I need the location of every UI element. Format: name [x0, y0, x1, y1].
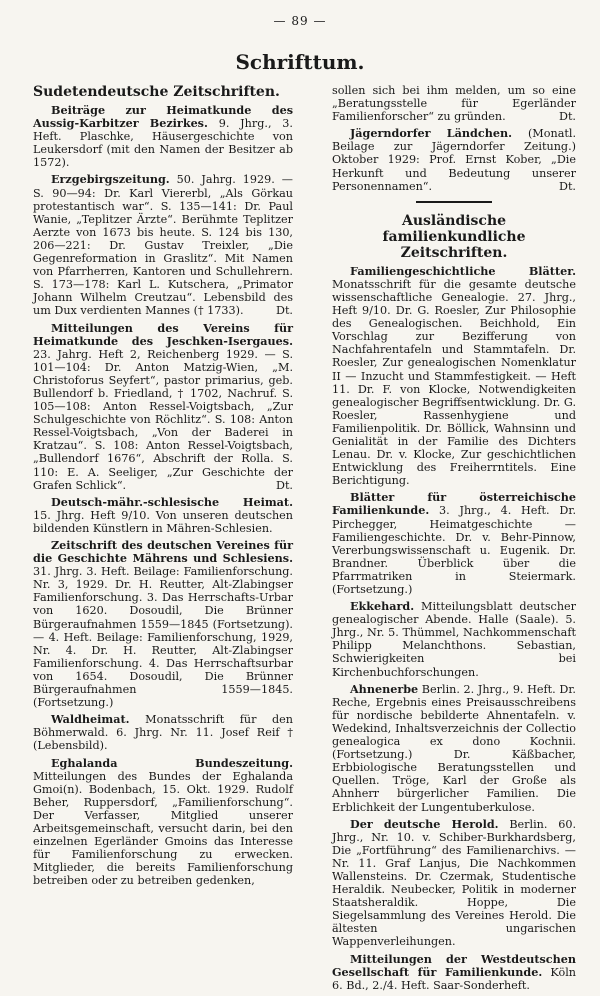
entry-deutsch-maehr — [33, 496, 293, 535]
entry-signature: Dt. — [275, 478, 293, 492]
section-heading-auslaendische: Ausländische familienkundliche Zeitschriften. — [382, 212, 526, 261]
entry-title: Waldheimat. — [51, 712, 130, 727]
entry-title: Deutsch-mähr.-schlesische Heimat. — [51, 494, 293, 509]
entry-erzgebirgszeitung — [33, 173, 293, 317]
entry-text: Monatsschrift für die gesamte deutsche wissenschaftliche Genealogie. 27. Jhrg., Heft 9/10. Dr. G. Roesler, Zur Philosophie des Genealogischen. Beichhold, Ein Vorschlag zur Bezifferung von Nachfahrentafeln und Stammtafeln. Dr. Roesler, Zur genealogischen Nomenklatur II — Inzucht und Stammfestigkeit. — Heft 11. Dr. F. von Klocke, Notwendigkeiten genealogischer Begriffsentwicklung. Dr. G. Roesler, Rassenhygiene und Familienpolitik. Dr. Böllick, Wahnsinn und Genialität in der Familie des Dichters Lenau. Dr. v. Klocke, Zur geschichtlichen Entwicklung des Freiherrntitels. Eine Berichtigung. — [332, 277, 576, 488]
entry-text: 9. Jhrg., 3. Heft. Plaschke, Häusergeschichte von Leukersdorf (mit den Namen der Besitzer ab 1572). — [33, 117, 293, 170]
right-column — [332, 84, 576, 996]
entry-text: 31. Jhrg. 3. Heft. Beilage: Familienforschung. Nr. 3, 1929. Dr. H. Reutter, Alt-Zlabingser Familienforschung. 3. Das Herrschafts-Urbar von 1620. Dosoudil, Die Brünner Bürgeraufnahmen 1559—1845 (Fortsetzung). — 4. Heft. Beilage: Familienforschung, 1929, Nr. 4. Dr. H. Reutter, Alt-Zlabingser Familienforschung. 4. Das Herrschaftsurbar von 1654. Dosoudil, Die Brünner Bürgeraufnahmen 1559—1845. (Fortsetzung.) — [33, 565, 293, 710]
left-column — [33, 84, 293, 891]
entry-text: Mitteilungen des Bundes der Eghalanda Gmoi(n). Bodenbach, 15. Okt. 1929. Rudolf Beher, Ruppersdorf, „Familienforschung“. Der Verfasser, Mitglied unserer Arbeitsgemeinschaft, versucht darin, bei den einzelnen Egerländer Gmoins das Interesse für Familienforschung zu erwecken. Mitglieder, die bereits Familienforschung betreiben oder zu betreiben gedenken, — [33, 769, 293, 888]
entry-text: Mitteilungsblatt deutscher genealogischer Abende. Halle (Saale). 5. Jhrg., Nr. 5. Thümmel, Nachkommenschaft Philipp Melanchthons. Sebastian, Schwierigkeiten bei Kirchenbuchforschungen. — [332, 600, 576, 679]
entry-signature: Dt. — [558, 179, 576, 193]
entry-jaegerndorfer — [332, 127, 576, 192]
section-heading-sudeten: Sudetendeutsche Zeitschriften. — [33, 84, 280, 100]
entry-title: Ekkehard. — [350, 599, 415, 614]
entry-title: Zeitschrift des deutschen Vereines für die Geschichte Mährens und Schlesiens. — [33, 538, 293, 566]
entry-text: Berlin. 2. Jhrg., 9. Heft. Dr. Reche, Ergebnis eines Preisausschreibens für nordische bebilderte Ahnentafeln. v. Wedekind, Inhaltsverzeichnis der Collectio genealogica ex dono Kochnii. (Fortsetzung.) Dr. Käßbacher, Erbbiologische Beratungsstellen und Quellen. Tröge, Karl der Große als Ahnherr bürgerlicher Familien. Die Erblichkeit der Lungentuberkulose. — [332, 682, 576, 814]
entry-title: Blätter für österreichische Familienkunde. — [332, 490, 576, 518]
entry-westdeutsche-gesellschaft — [332, 953, 576, 992]
entry-title: Eghalanda Bundeszeitung. — [51, 755, 293, 770]
section-divider — [416, 201, 492, 203]
entry-text: 50. Jahrg. 1929. — S. 90—94: Dr. Karl Viererbl, „Als Görkau protestantisch war“. S. 135—141: Dr. Paul Wanie, „Teplitzer Ärzte“. Berühmte Teplitzer Aerzte von 1673 bis heute. S. 124 bis 130, 206—221: Dr. Gustav Treixler, „Die Gegenreformation in Graslitz“. Mit Namen von Pfarrherren, Kantoren und Schullehrern. S. 173—178: Karl L. Kutschera, „Primator Johann Wilhelm Creutzau“. Lebensbild des um Dux verdienten Mannes († 1733). — [33, 173, 293, 318]
entry-text: (Monatl. Beilage zur Jägerndorfer Zeitung.) Oktober 1929: Prof. Ernst Kober, „Die Herkunft und Bedeutung unserer Personennamen“. — [332, 127, 576, 193]
entry-text: 3. Jhrg., 4. Heft. Dr. Pirchegger, Heimatgeschichte — Familiengeschichte. Dr. v. Behr-Pinnow, Vererbungswissenschaft u. Eugenik. Dr. Brandner. Überblick über die Pfarrmatriken in Steiermark. (Fortsetzung.) — [332, 504, 576, 596]
entry-waldheimat — [33, 713, 293, 752]
entry-title: Mitteilungen der Westdeutschen Gesellschaft für Familienkunde. — [332, 951, 576, 979]
entry-title: Der deutsche Herold. — [350, 816, 499, 831]
entry-title: Familiengeschichtliche Blätter. — [350, 263, 576, 278]
entry-familiengeschichtliche-blaetter — [332, 265, 576, 488]
entry-eghalanda — [33, 757, 293, 888]
entry-zeitschrift-maehren — [33, 539, 293, 709]
entry-text: 15. Jhrg. Heft 9/10. Von unseren deutschen bildenden Künstlern in Mähren-Schlesien. — [33, 508, 293, 535]
entry-text: Monatsschrift für den Böhmerwald. 6. Jhrg. Nr. 11. Josef Reif † (Lebensbild). — [33, 713, 293, 753]
entry-title: Ahnenerbe — [350, 681, 419, 696]
entry-text: Köln 6. Bd., 2./4. Heft. Saar-Sonderheft. — [332, 965, 576, 992]
entry-deutsche-herold — [332, 818, 576, 949]
entry-signature: Dt. — [275, 304, 293, 318]
entry-ekkehard — [332, 600, 576, 679]
entry-text: sollen sich bei ihm melden, um so eine „Beratungsstelle für Egerländer Familienforscher“ zu gründen. — [332, 84, 576, 124]
entry-jeschken — [33, 322, 293, 492]
page-title: Schrifttum. — [235, 50, 365, 74]
entry-aussig — [33, 104, 293, 169]
page-number: — 89 — — [273, 14, 327, 28]
entry-title: Jägerndorfer Ländchen. — [350, 126, 512, 141]
entry-title: Mitteilungen des Vereins für Heimatkunde des Jeschken-Isergaues. — [33, 320, 293, 348]
entry-title: Erzgebirgszeitung. — [51, 172, 170, 187]
entry-text: 23. Jahrg. Heft 2, Reichenberg 1929. — S. 101—104: Dr. Anton Matzig-Wien, „M. Christoforus Seyfert“, pastor primarius, geb. Bullendorf b. Friedland, † 1702, Nachruf. S. 105—108: Anton Ressel-Voigtsbach, „Zur Schulgeschichte von Röchlitz“. S. 108: Anton Ressel-Voigtsbach, „Von der Baderei in Kratzau“. S. 108: Anton Ressel-Voigtsbach, „Bullendorf 1676“, Abschrift der Rolla. S. 110: E. A. Seeliger, „Zur Geschichte der Grafen Schlick“. — [33, 347, 293, 492]
entry-text: Berlin. 60. Jhrg., Nr. 10. v. Schiber-Burkhardsberg, Die „Fortführung“ des Familienarchivs. — Nr. 11. Graf Lanjus, Die Nachkommen Wallensteins. Dr. Czermak, Studentische Heraldik. Neubecker, Politik in moderner Staatsheraldik. Hoppe, Die Siegelsammlung des Vereines Herold. Die ältesten ungarischen Wappenverleihungen. — [332, 817, 577, 949]
entry-ahnenerbe — [332, 683, 576, 814]
entry-continuation — [332, 84, 576, 123]
entry-signature: Dt. — [558, 110, 576, 124]
entry-oesterreichische-familienkunde — [332, 491, 576, 596]
entry-title: Beiträge zur Heimatkunde des Aussig-Karbitzer Bezirkes. — [33, 103, 293, 131]
